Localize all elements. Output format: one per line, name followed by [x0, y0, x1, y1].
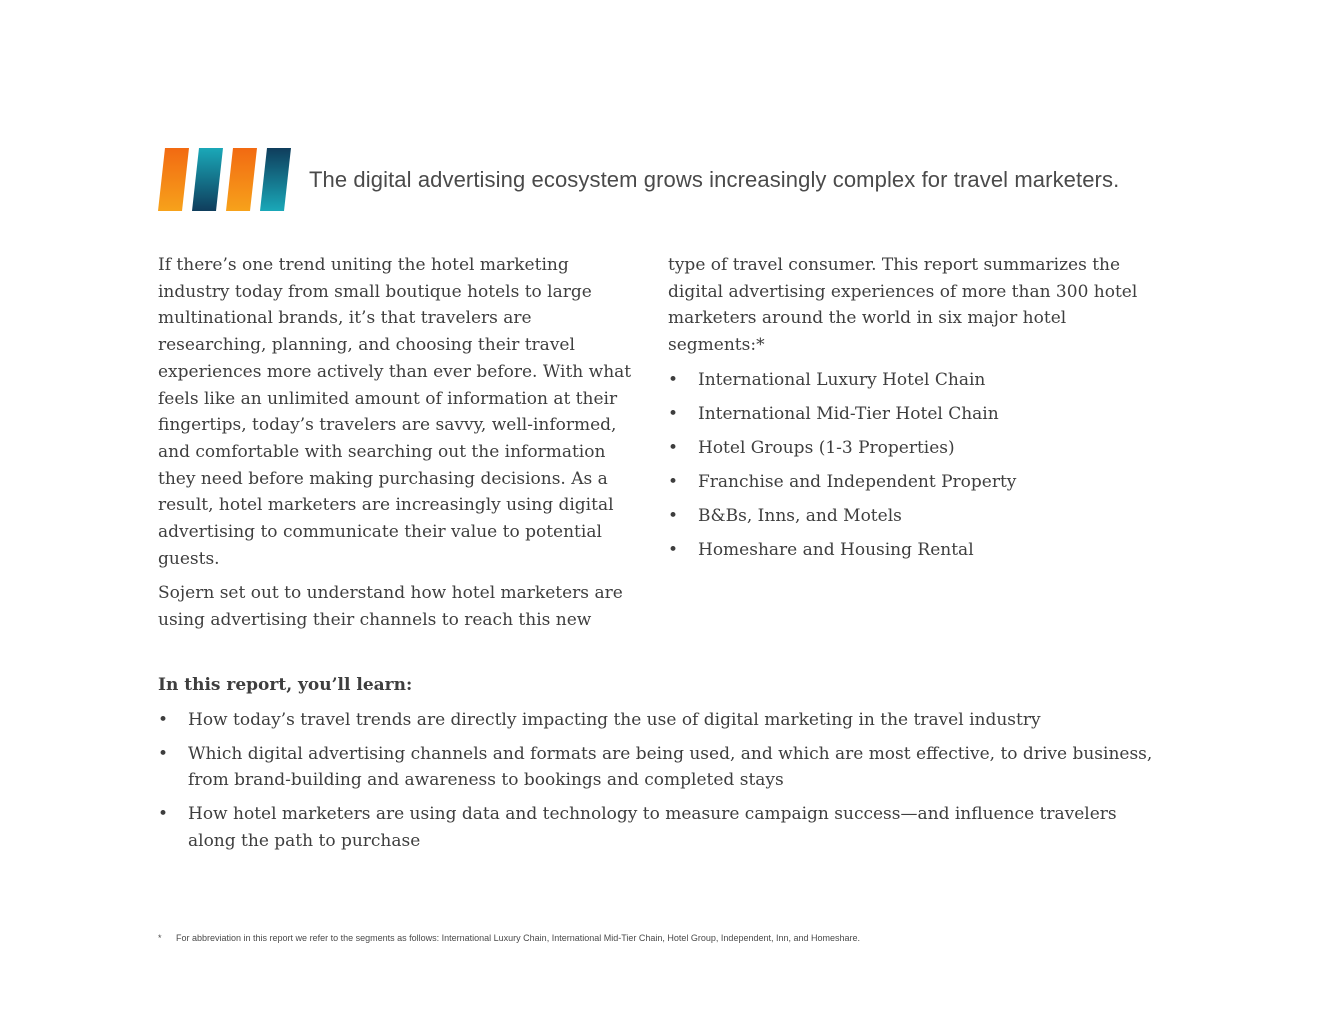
segment-label: International Mid-Tier Hotel Chain	[698, 403, 999, 424]
list-item	[668, 401, 1138, 428]
list-item	[668, 537, 1138, 564]
learn-heading: In this report, you’ll learn:	[158, 675, 413, 695]
intro-paragraph-2-end: type of travel consumer. This report summarizes the digital advertising experiences of more than 300 hotel marketers around the world in six major hotel segments:*	[668, 255, 1138, 356]
intro-paragraph: If there’s one trend uniting the hotel marketing industry today from small boutique hotels to large multinational brands, it’s that travelers are researching, planning, and choosing their travel experiences more actively than ever before. With what feels like an unlimited amount of information at their fingertips, today’s travelers are savvy, well-informed, and comfortable with searching out the information they need before making purchasing decisions. As a result, hotel marketers are increasingly using digital advertising to communicate their value to potential guests.	[158, 255, 632, 569]
segment-list	[668, 367, 1138, 564]
page-headline: The digital advertising ecosystem grows increasingly complex for travel marketers.	[309, 166, 1120, 192]
segment-label: International Luxury Hotel Chain	[698, 369, 986, 390]
list-item	[158, 801, 1158, 854]
learn-item-text: How today’s travel trends are directly impacting the use of digital marketing in the travel industry	[188, 709, 1041, 730]
footnote-marker: *	[158, 933, 162, 943]
intro-column-left	[158, 252, 643, 642]
bullet-icon: •	[158, 804, 169, 825]
bullet-icon: •	[668, 471, 679, 492]
section-header	[158, 148, 1119, 211]
list-item	[668, 469, 1138, 496]
list-item	[668, 503, 1138, 530]
bullet-icon: •	[668, 505, 679, 526]
intro-column-right	[668, 252, 1138, 571]
learn-item-text: How hotel marketers are using data and technology to measure campaign success—and influence travelers along the path to purchase	[188, 804, 1117, 852]
learn-item-text: Which digital advertising channels and formats are being used, and which are most effective, to drive business, from brand-building and awareness to bookings and completed stays	[188, 743, 1153, 791]
bullet-icon: •	[668, 403, 679, 424]
list-item	[668, 367, 1138, 394]
bullet-icon: •	[668, 539, 679, 560]
bullet-icon: •	[158, 709, 169, 730]
bullet-icon: •	[668, 369, 679, 390]
segment-label: Hotel Groups (1-3 Properties)	[698, 437, 955, 458]
intro-paragraph-2-start: Sojern set out to understand how hotel marketers are using advertising their channels to reach this new	[158, 583, 623, 631]
learn-list	[158, 707, 1158, 855]
bullet-icon: •	[668, 437, 679, 458]
list-item	[668, 435, 1138, 462]
stripes-logo-icon	[158, 148, 298, 211]
footnote	[158, 933, 860, 943]
learn-section	[158, 672, 1158, 862]
segment-label: Homeshare and Housing Rental	[698, 539, 974, 560]
segment-label: B&Bs, Inns, and Motels	[698, 505, 902, 526]
list-item	[158, 741, 1158, 794]
segment-label: Franchise and Independent Property	[698, 471, 1017, 492]
footnote-text: For abbreviation in this report we refer to the segments as follows: International Luxury Chain, International Mid-Tier Chain, Hotel Group, Independent, Inn, and Homeshare.	[176, 933, 861, 943]
bullet-icon: •	[158, 743, 169, 764]
list-item	[158, 707, 1158, 734]
